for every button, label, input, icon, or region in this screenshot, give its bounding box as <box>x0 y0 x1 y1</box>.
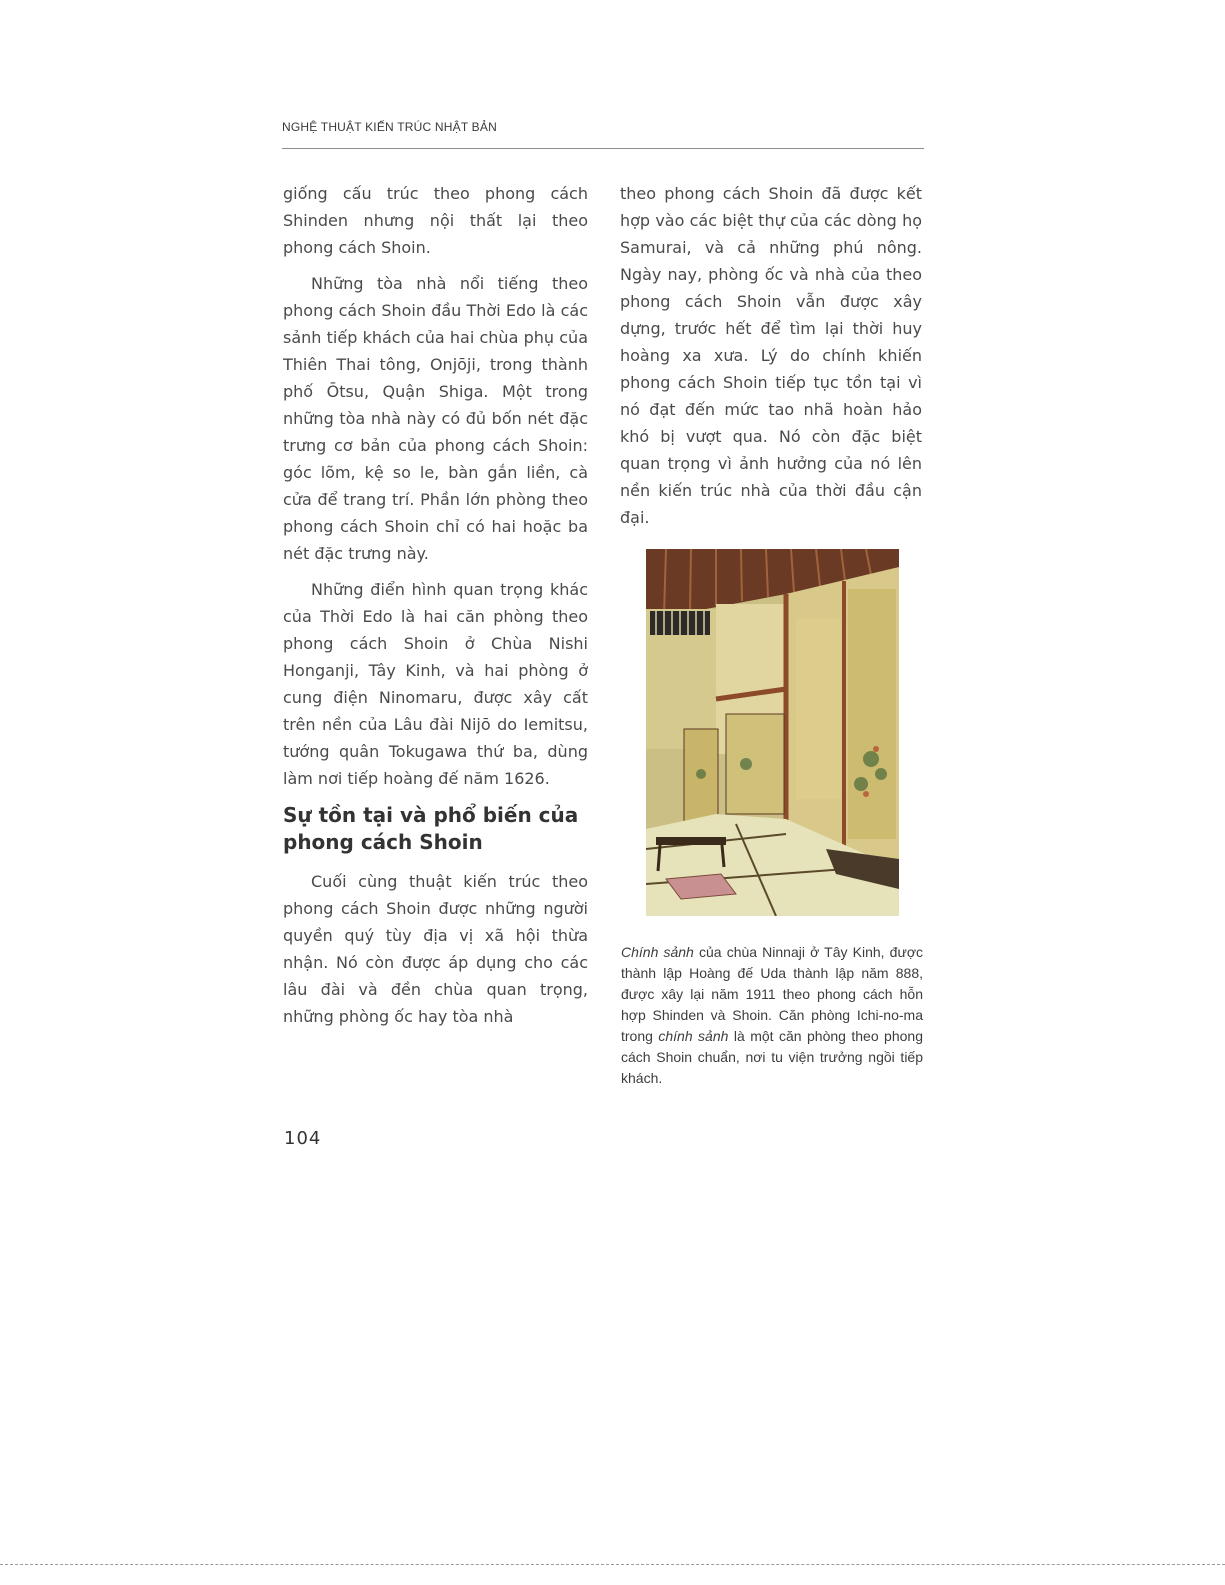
bottom-rule <box>0 1564 1225 1565</box>
page-number: 104 <box>284 1128 322 1149</box>
desk-leg <box>658 845 660 871</box>
low-desk <box>656 837 726 845</box>
paragraph: Những điển hình quan trọng khác của Thời Edo là hai căn phòng theo phong cách Shoin ở Chùa Nishi Honganji, Tây Kinh, và hai phòng ở cung điện Ninomaru, được xây cất trên nền của Lâu đài Nijō do Iemitsu, tướng quân Tokugawa thứ ba, dùng làm nơi tiếp hoàng đế năm 1626. <box>283 580 588 788</box>
painted-panel <box>796 619 841 799</box>
caption-text: của chùa Ninnaji ở Tây Kinh, được thành lập Hoàng đế Uda thành lập năm 888, được xây lại năm 1911 theo phong cách hỗn hợp Shinden và Shoin. Căn phòng Ichi-no-ma trong <box>621 944 923 1044</box>
header-rule <box>282 148 924 149</box>
caption-term: Chính sảnh <box>621 944 694 960</box>
section-heading: Sự tồn tại và phổ biến của phong cách Shoin <box>283 803 579 854</box>
shoin-room-illustration <box>646 549 899 916</box>
photo-shoin-room <box>646 549 899 916</box>
right-column <box>620 180 922 540</box>
desk-leg <box>722 845 724 867</box>
caption-term: chính sảnh <box>658 1028 729 1044</box>
running-head: NGHỆ THUẬT KIẾN TRÚC NHẬT BẢN <box>282 120 497 134</box>
photo-caption <box>621 942 923 1089</box>
left-column <box>283 180 588 1039</box>
painted-panel <box>848 589 896 839</box>
paragraph: giống cấu trúc theo phong cách Shinden nhưng nội thất lại theo phong cách Shoin. <box>283 184 588 257</box>
paragraph: Cuối cùng thuật kiến trúc theo phong cách Shoin được những người quyền quý tùy địa vị xã hội thừa nhận. Nó còn được áp dụng cho các lâu đài và đền chùa quan trọng, những phòng ốc hay tòa nhà <box>283 872 588 1026</box>
painted-panel <box>726 714 784 814</box>
paragraph: theo phong cách Shoin đã được kết hợp vào các biệt thự của các dòng họ Samurai, và cả những phú nông. Ngày nay, phòng ốc và nhà của theo phong cách Shoin vẫn được xây dựng, trước hết để tìm lại thời huy hoàng xa xưa. Lý do chính khiến phong cách Shoin tiếp tục tồn tại vì nó đạt đến mức tao nhã hoàn hảo khó bị vượt qua. Nó còn đặc biệt quan trọng vì ảnh hưởng của nó lên nền kiến trúc nhà của thời đầu cận đại. <box>620 184 922 527</box>
paragraph: Những tòa nhà nổi tiếng theo phong cách Shoin đầu Thời Edo là các sảnh tiếp khách của hai chùa phụ của Thiên Thai tông, Onjōji, trong thành phố Ōtsu, Quận Shiga. Một trong những tòa nhà này có đủ bốn nét đặc trưng cơ bản của phong cách Shoin: góc lõm, kệ so le, bàn gắn liền, cà cửa để trang trí. Phần lớn phòng theo phong cách Shoin chỉ có hai hoặc ba nét đặc trưng này. <box>283 274 588 563</box>
caption-text: là một căn phòng theo phong cách Shoin chuẩn, nơi tu viện trưởng ngồi tiếp khách. <box>621 1028 923 1086</box>
